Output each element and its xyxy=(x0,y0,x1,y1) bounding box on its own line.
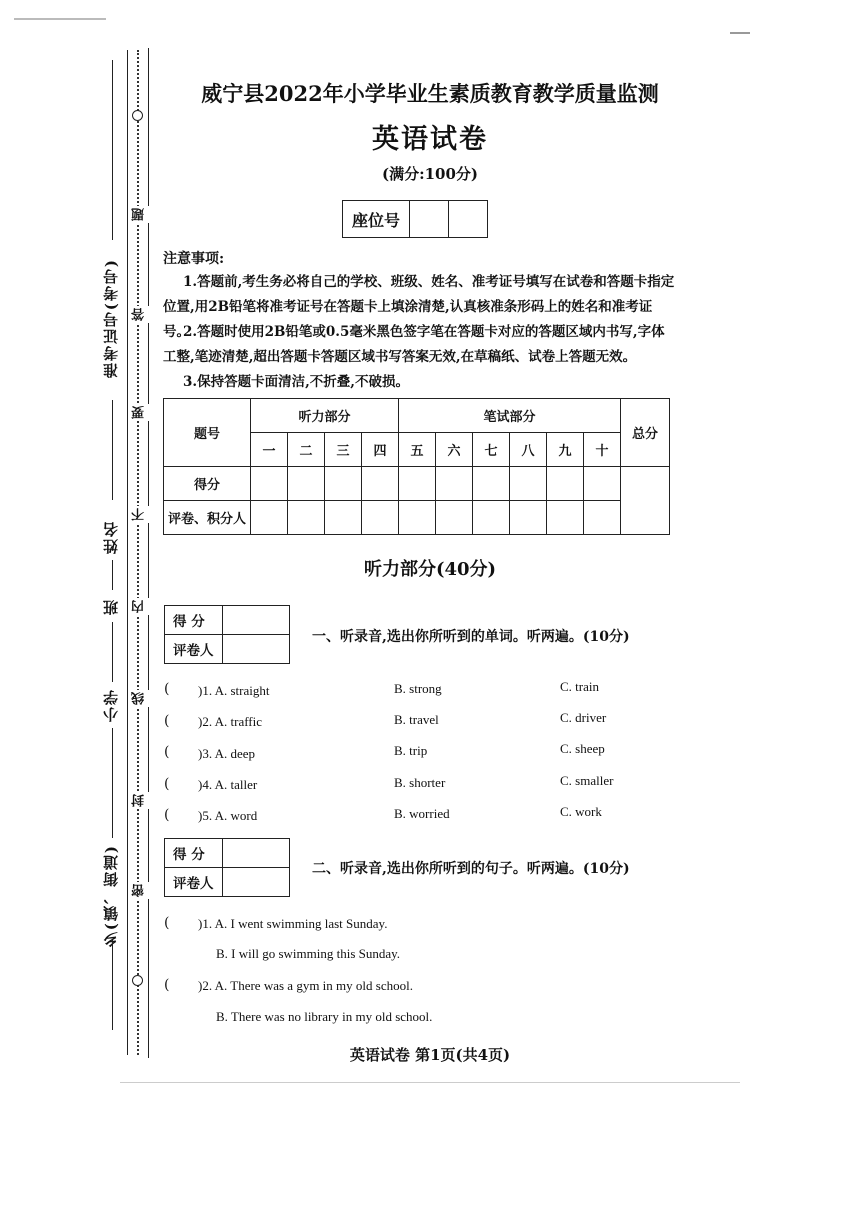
grader-score-value[interactable] xyxy=(222,606,289,635)
header-total: 总分 xyxy=(621,399,670,467)
answer-bracket[interactable]: ( xyxy=(164,977,170,993)
fill-line xyxy=(112,940,113,1030)
binding-dotted-line xyxy=(137,50,139,1055)
part1-heading: 一、听录音,选出你所听到的单词。听两遍。(10分) xyxy=(312,629,630,645)
option-b: B. shorter xyxy=(394,775,446,790)
exam-title: 威宁县2022年小学毕业生素质教育教学质量监测 xyxy=(201,81,659,106)
question-number: 九 xyxy=(547,433,584,467)
score-cell[interactable] xyxy=(510,467,547,501)
scan-mark xyxy=(14,18,106,20)
seal-char: 答 xyxy=(132,308,147,321)
fill-line xyxy=(112,400,113,500)
fill-line xyxy=(112,622,113,682)
option-a: )3. A. deep xyxy=(198,746,256,761)
binding-hole xyxy=(132,110,143,121)
score-cell[interactable] xyxy=(399,467,436,501)
score-cell[interactable] xyxy=(584,467,621,501)
option-a: )2. A. traffic xyxy=(198,714,263,729)
score-cell[interactable] xyxy=(473,467,510,501)
score-table xyxy=(163,398,670,535)
scan-mark xyxy=(730,32,750,34)
sentence-option-b: B. There was no library in my old school. xyxy=(216,1009,433,1024)
question-number: 七 xyxy=(473,433,510,467)
score-cell[interactable] xyxy=(436,467,473,501)
field-class: 班 xyxy=(102,598,120,615)
field-school: 小学 xyxy=(102,688,120,722)
question-number: 六 xyxy=(436,433,473,467)
question-number: 三 xyxy=(325,433,362,467)
seal-char: 线 xyxy=(132,692,147,705)
answer-bracket[interactable]: ( xyxy=(164,713,170,729)
seat-number-cell xyxy=(449,201,487,237)
grader-cell[interactable] xyxy=(510,501,547,535)
field-exam-number: 准考证号(考号) xyxy=(102,258,120,379)
option-c: C. driver xyxy=(560,710,607,725)
binding-line xyxy=(148,48,149,1058)
full-score: (满分:100分) xyxy=(381,165,479,183)
question-number: 二 xyxy=(288,433,325,467)
option-c: C. train xyxy=(560,679,599,694)
question-number: 四 xyxy=(362,433,399,467)
option-b: B. strong xyxy=(394,681,442,696)
option-a: )4. A. taller xyxy=(198,777,258,792)
fill-line xyxy=(112,560,113,590)
answer-bracket[interactable]: ( xyxy=(164,915,170,931)
score-cell[interactable] xyxy=(251,467,288,501)
answer-bracket[interactable]: ( xyxy=(164,807,170,823)
option-c: C. sheep xyxy=(560,741,605,756)
score-cell[interactable] xyxy=(362,467,399,501)
note-item: 3.保持答题卡面清洁,不折叠,不破损。 xyxy=(183,374,409,390)
grader-cell[interactable] xyxy=(399,501,436,535)
seal-char: 密 xyxy=(132,884,147,897)
grader-cell[interactable] xyxy=(288,501,325,535)
grader-score-label: 得 分 xyxy=(165,839,223,868)
answer-bracket[interactable]: ( xyxy=(164,776,170,792)
scan-mark xyxy=(120,1082,740,1083)
sentence-option-a: )2. A. There was a gym in my old school. xyxy=(198,978,413,993)
grader-cell[interactable] xyxy=(362,501,399,535)
binding-hole xyxy=(132,975,143,986)
question-number: 十 xyxy=(584,433,621,467)
note-item: 1.答题前,考生务必将自己的学校、班级、姓名、准考证号填写在试卷和答题卡指定位置,用2B铅笔将准考证号在答题卡上填涂清楚,认真核准条形码上的姓名和准考证号。 xyxy=(163,274,675,340)
header-listening: 听力部分 xyxy=(251,399,399,433)
seal-char: 要 xyxy=(132,406,147,419)
seal-char: 封 xyxy=(132,794,147,807)
question-number: 八 xyxy=(510,433,547,467)
option-c: C. smaller xyxy=(560,773,614,788)
seal-char: 不 xyxy=(132,508,147,521)
total-score-cell[interactable] xyxy=(621,467,670,535)
row-label-grader: 评卷、积分人 xyxy=(164,501,251,535)
seat-number-label: 座位号 xyxy=(343,201,410,237)
score-cell[interactable] xyxy=(547,467,584,501)
grader-name-value[interactable] xyxy=(222,635,289,664)
option-a: )1. A. straight xyxy=(198,683,270,698)
fill-line xyxy=(112,728,113,838)
option-b: B. trip xyxy=(394,743,428,758)
score-cell[interactable] xyxy=(325,467,362,501)
seat-number-box xyxy=(342,200,488,238)
grader-name-value[interactable] xyxy=(222,868,289,897)
option-a: )5. A. word xyxy=(198,808,258,823)
grader-cell[interactable] xyxy=(547,501,584,535)
header-question-number: 题号 xyxy=(164,399,251,467)
seal-char: 内 xyxy=(132,600,147,613)
option-b: B. travel xyxy=(394,712,439,727)
sentence-option-a: )1. A. I went swimming last Sunday. xyxy=(198,916,388,931)
grader-score-value[interactable] xyxy=(222,839,289,868)
question-number: 一 xyxy=(251,433,288,467)
binding-line xyxy=(127,50,128,1055)
listening-section-heading: 听力部分(40分) xyxy=(363,559,497,580)
row-label-score: 得分 xyxy=(164,467,251,501)
grader-cell[interactable] xyxy=(436,501,473,535)
score-cell[interactable] xyxy=(288,467,325,501)
sentence-option-b: B. I will go swimming this Sunday. xyxy=(216,946,401,961)
grader-cell[interactable] xyxy=(251,501,288,535)
grader-box-part2 xyxy=(164,838,290,897)
grader-score-label: 得 分 xyxy=(165,606,223,635)
grader-box-part1 xyxy=(164,605,290,664)
field-township: 乡(镇、街道) xyxy=(102,844,120,948)
note-item: 2.答题时使用2B铅笔或0.5毫米黑色签字笔在答题卡对应的答题区域内书写,字体工整,笔迹清楚,超出答题卡答题区域书写答案无效,在草稿纸、试卷上答题无效。 xyxy=(163,324,665,365)
subject-title: 英语试卷 xyxy=(372,124,488,155)
option-b: B. worried xyxy=(394,806,450,821)
answer-bracket[interactable]: ( xyxy=(164,744,170,760)
notes-title: 注意事项: xyxy=(163,251,225,267)
grader-name-label: 评卷人 xyxy=(165,635,223,664)
option-c: C. work xyxy=(560,804,602,819)
page-footer: 英语试卷 第1页(共4页) xyxy=(349,1046,511,1064)
seat-number-cell xyxy=(410,201,449,237)
question-number: 五 xyxy=(399,433,436,467)
grader-cell[interactable] xyxy=(473,501,510,535)
fill-line xyxy=(112,60,113,240)
grader-cell[interactable] xyxy=(325,501,362,535)
answer-bracket[interactable]: ( xyxy=(164,681,170,697)
part2-heading: 二、听录音,选出你所听到的句子。听两遍。(10分) xyxy=(312,861,630,877)
grader-cell[interactable] xyxy=(584,501,621,535)
header-writing: 笔试部分 xyxy=(399,399,621,433)
field-name: 姓名 xyxy=(102,520,120,554)
seal-char: 题 xyxy=(132,208,147,221)
grader-name-label: 评卷人 xyxy=(165,868,223,897)
